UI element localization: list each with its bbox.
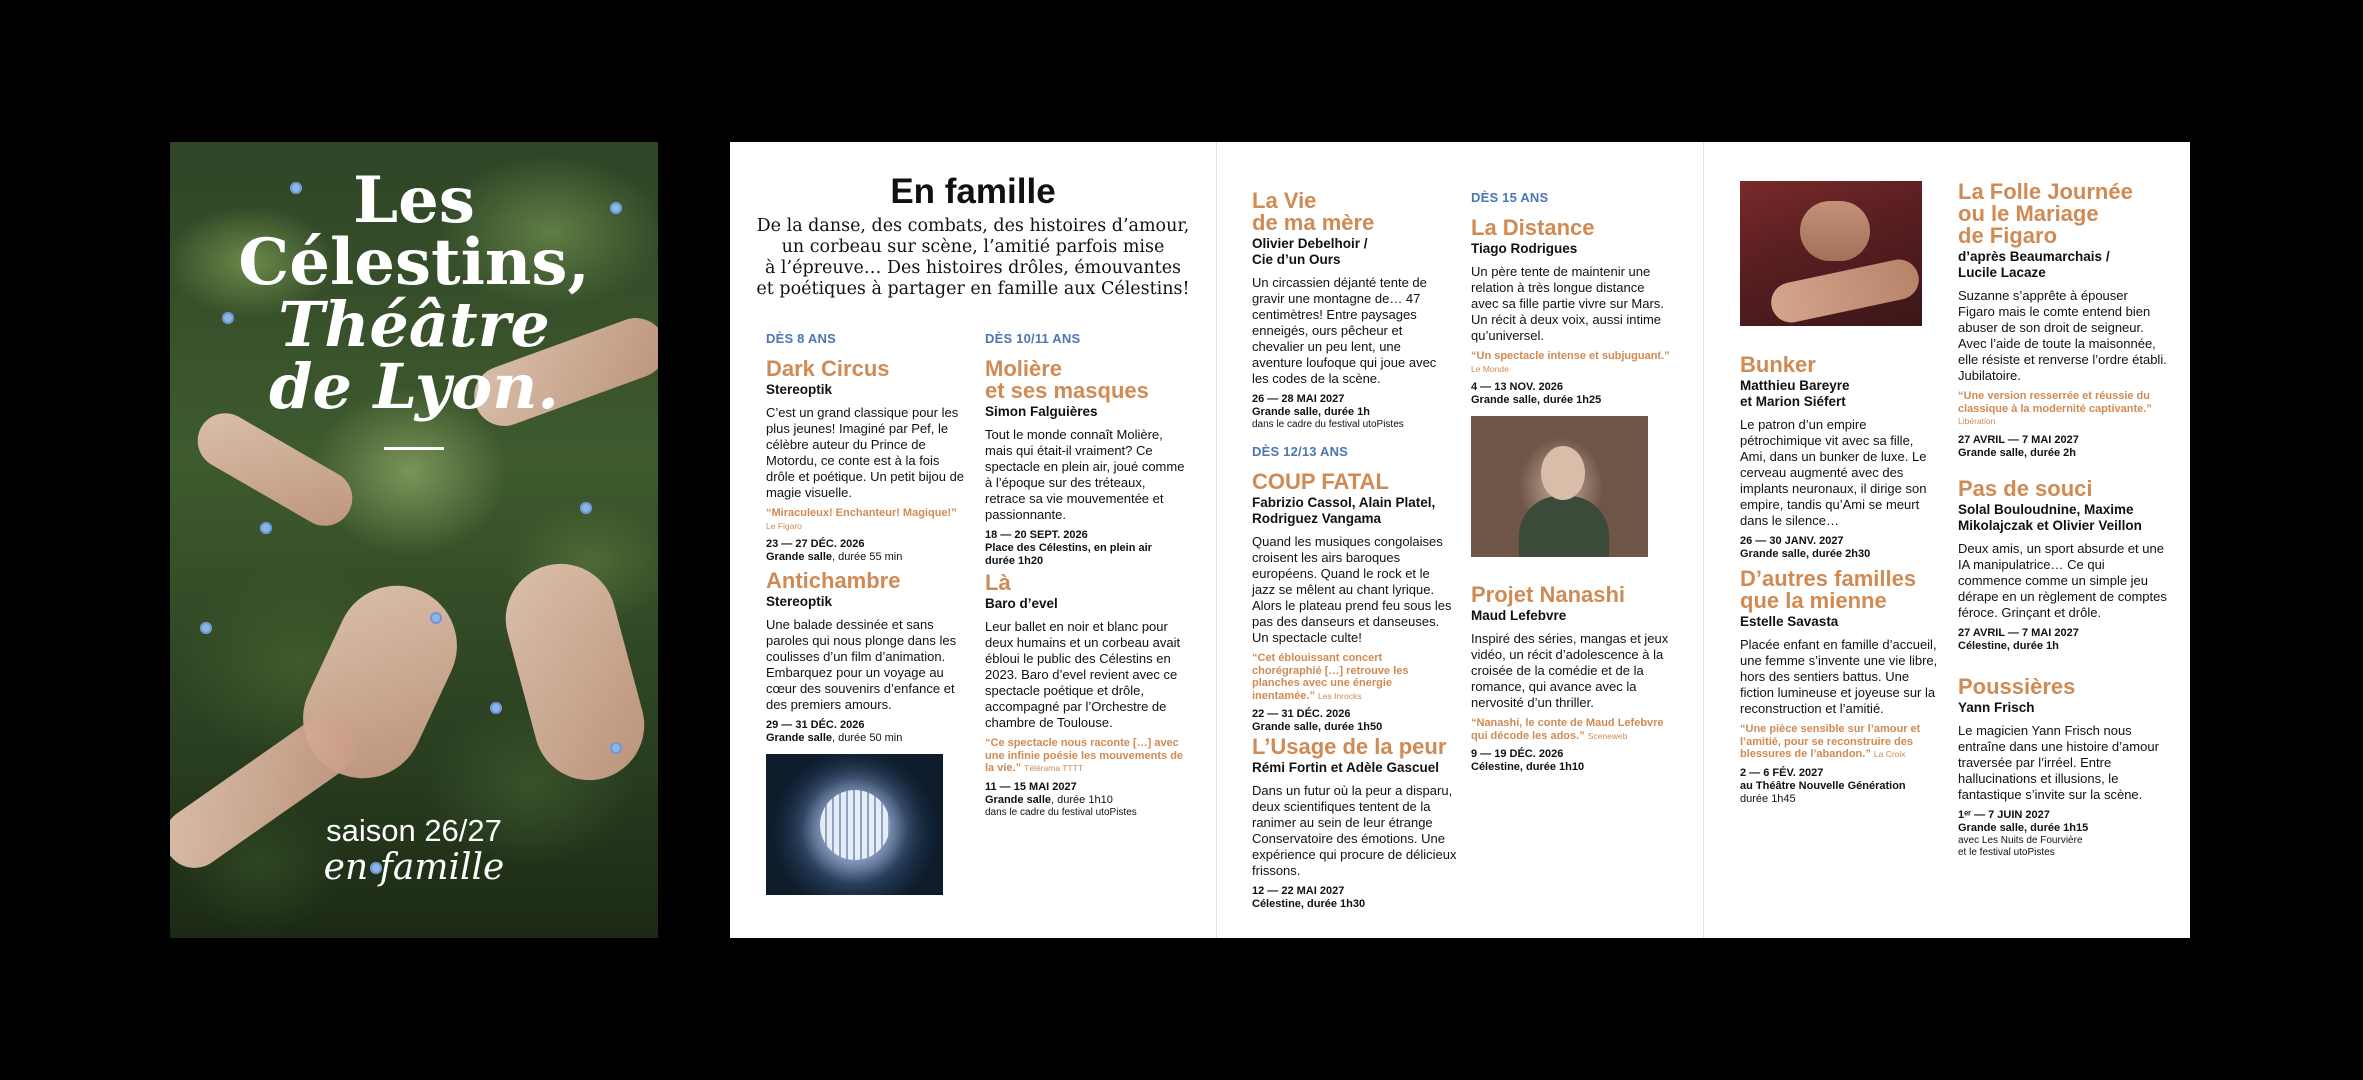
press-quote: “Un spectacle intense et subjuguant.” Le Monde [1471, 350, 1670, 374]
cover-title-line: de Lyon. [269, 350, 559, 423]
show-autres-familles [1740, 568, 1945, 806]
show-description: Le patron d’un empire pétrochimique vit avec sa fille, Ami, dans un bunker de luxe. Le cerveau augmenté avec des implants neuronaux, il dirige son empire, tandis qu’Ami se meurt dans le silence… [1740, 417, 1927, 528]
show-dates: 12 — 22 MAI 2027 [1252, 885, 1345, 897]
show-coup-fatal [1252, 444, 1452, 734]
show-description: Placée enfant en famille d’accueil, une femme s’invente une vie libre, hors des sentiers battus. Une fiction lumineuse et joyeuse sur la reconstruction et l’amitié. [1740, 637, 1938, 716]
show-dates: 1ᵉʳ — 7 JUIN 2027 [1958, 809, 2050, 821]
arm-shape [1767, 256, 1922, 326]
figure-shape [1519, 496, 1609, 557]
show-venue: au Théâtre Nouvelle Génération durée 1h45 [1740, 779, 1906, 805]
show-bunker [1740, 354, 1940, 561]
show-dates: 23 — 27 DÉC. 2026 [766, 538, 865, 550]
figure-shape [1541, 446, 1585, 500]
season-subtitle: en famille [323, 847, 505, 888]
show-venue: Grande salle, durée 1h50 [1252, 721, 1383, 733]
show-company: Tiago Rodrigues [1471, 241, 1578, 256]
press-quote: “Une pièce sensible sur l’amour et l’amitié, pour se reconstruire des blessures de l’abandon.” La Croix [1740, 723, 1921, 760]
show-usage-peur [1252, 736, 1462, 911]
cover-title [170, 163, 658, 423]
cover-season [170, 814, 658, 888]
press-quote: “Nanashi, le conte de Maud Lefebvre qui décode les ados.” Sceneweb [1471, 717, 1664, 742]
show-folle-journee [1958, 181, 2168, 460]
show-dates: 2 — 6 FÉV. 2027 [1740, 766, 1824, 779]
show-la-vie [1252, 190, 1447, 431]
show-nanashi [1471, 584, 1671, 774]
show-title: Molière et ses masques [985, 356, 1149, 403]
flower-shape [580, 502, 592, 514]
show-dates: 18 — 20 SEPT. 2026 [985, 529, 1088, 541]
cover-title-line: Les [353, 163, 475, 238]
flower-shape [490, 702, 502, 714]
show-venue: Place des Célestins, en plein air durée 1h20 [985, 542, 1152, 567]
show-company: Fabrizio Cassol, Alain Platel, Rodriguez Vangama [1252, 495, 1436, 526]
show-title: Pas de souci [1958, 476, 2093, 501]
show-pas-de-souci [1958, 478, 2168, 653]
flower-shape [430, 612, 442, 624]
show-title: COUP FATAL [1252, 469, 1389, 494]
show-dates: 26 — 30 JANV. 2027 [1740, 535, 1844, 547]
show-note: dans le cadre du festival utoPistes [985, 806, 1137, 818]
show-venue: Grande salle, durée 55 min [766, 551, 903, 563]
show-venue: Célestine, durée 1h10 [1471, 761, 1585, 773]
cover-title-line: Célestins, [238, 225, 590, 300]
show-title: Antichambre [766, 568, 901, 593]
show-venue: Grande salle, durée 50 min [766, 732, 903, 744]
cover-divider [384, 447, 444, 450]
age-badge: DÈS 10/11 ANS [985, 331, 1081, 346]
show-dark-circus [766, 331, 966, 564]
show-title: Là [985, 570, 1011, 595]
show-venue: Grande salle, durée 1h10 [985, 793, 1113, 806]
hand-shape [188, 403, 363, 536]
show-description: Un père tente de maintenir une relation à très longue distance avec sa fille partie vivre sur Mars. Un récit à deux voix, aussi intime qu’universel. [1471, 264, 1664, 343]
show-description: Le magicien Yann Frisch nous entraîne dans une histoire d’amour traversée par l’irréel. Entre hallucinations et illusions, le fantastique s’invite sur la scène. [1958, 723, 2159, 802]
show-company: Solal Bouloudnine, Maxime Mikolajczak et Olivier Veillon [1958, 502, 2142, 533]
show-title: La Folle Journée ou le Mariage de Figaro [1958, 179, 2133, 248]
show-venue: Grande salle, durée 1h15 [1958, 822, 2089, 834]
show-company: Maud Lefebvre [1471, 608, 1567, 623]
show-company: Baro d’evel [985, 596, 1058, 611]
hand-shape [493, 552, 656, 793]
brochure-panel-2 [1216, 142, 1704, 938]
show-title: Dark Circus [766, 356, 890, 381]
nanashi-photo [1471, 416, 1648, 557]
brochure-panel-3 [1703, 142, 2190, 938]
show-description: Leur ballet en noir et blanc pour deux humains et un corbeau avait ébloui le public des Célestins en 2023. Baro d’evel revient avec ce spectacle poétique et drôle, accompagné par l’Orchestre de chambre de Toulouse. [985, 619, 1181, 730]
show-dates: 29 — 31 DÉC. 2026 [766, 719, 865, 731]
show-note: et le festival utoPistes [1958, 847, 2055, 858]
show-company: Yann Frisch [1958, 700, 2035, 715]
show-venue: Célestine, durée 1h [1958, 640, 2059, 652]
show-title: La Distance [1471, 215, 1595, 240]
cover-panel [170, 142, 658, 938]
season-label: saison 26/27 [326, 813, 502, 848]
show-moliere [985, 331, 1185, 568]
brochure-panel-1 [730, 142, 1216, 938]
show-description: Dans un futur où la peur a disparu, deux scientifiques tentent de la ranimer au sein de leur étrange Conservatoire des émotions. Une expérience qui procure de délicieux frissons. [1252, 783, 1457, 878]
age-badge: DÈS 8 ANS [766, 331, 836, 346]
show-venue: Grande salle, durée 1h [1252, 406, 1371, 418]
disco-ball-icon [820, 790, 890, 860]
show-title: Bunker [1740, 352, 1816, 377]
show-company: Stereoptik [766, 382, 833, 397]
show-description: Inspiré des séries, mangas et jeux vidéo, un récit d’adolescence à la croisée de la comédie et de la romance, qui avance avec la nervosité d’un thriller. [1471, 631, 1669, 710]
show-description: Quand les musiques congolaises croisent les airs baroques européens. Quand le rock et le jazz se mêlent au chant lyrique. Alors le plateau prend feu sous les pas des danseurs et danseuses. Un spectacle culte! [1252, 534, 1452, 645]
age-badge: DÈS 12/13 ANS [1252, 444, 1349, 459]
show-title: D’autres familles que la mienne [1740, 566, 1917, 613]
show-company: Stereoptik [766, 594, 833, 609]
show-antichambre [766, 570, 966, 745]
flower-shape [200, 622, 212, 634]
press-quote: “Miraculeux! Enchanteur! Magique!” Le Figaro [766, 507, 957, 531]
show-dates: 22 — 31 DÉC. 2026 [1252, 708, 1351, 720]
show-venue: Grande salle, durée 1h25 [1471, 394, 1602, 406]
show-note: dans le cadre du festival utoPistes [1252, 419, 1404, 430]
show-dates: 27 AVRIL — 7 MAI 2027 [1958, 627, 2079, 639]
age-badge: DÈS 15 ANS [1471, 190, 1549, 205]
show-la-distance [1471, 190, 1671, 407]
show-description: Une balade dessinée et sans paroles qui nous plonge dans les coulisses d’un film d’animation. Embarquez pour un voyage au cœur des souvenirs d’enfance et des premiers amours. [766, 617, 957, 712]
show-description: C’est un grand classique pour les plus jeunes! Imaginé par Pef, le célèbre auteur du Prince de Motordu, ce conte est à la fois drôle et poétique. Un petit bijou de magie visuelle. [766, 405, 965, 500]
show-la [985, 572, 1185, 819]
intro-header [730, 172, 1216, 300]
show-venue: Grande salle, durée 2h [1958, 446, 2077, 459]
show-venue: Célestine, durée 1h30 [1252, 898, 1366, 910]
show-dates: 27 AVRIL — 7 MAI 2027 [1958, 433, 2079, 446]
show-venue: Grande salle, durée 2h30 [1740, 548, 1871, 560]
show-description: Un circassien déjanté tente de gravir une montagne de… 47 centimètres! Entre paysages enneigés, ours pêcheur et chevalier un peu lent, une aventure loufoque qui joue avec les codes de la scène. [1252, 275, 1437, 386]
press-quote: “Cet éblouissant concert chorégraphié […] retrouve les planches avec une énergie inentamée.” Les Inrocks [1252, 652, 1409, 702]
show-description: Tout le monde connaît Molière, mais qui était-il vraiment? Ce spectacle en plein air, joué comme à l’époque sur des tréteaux, retrace sa vie mouvementée et passionnante. [985, 427, 1185, 522]
cover-title-line: Théâtre [278, 288, 550, 361]
show-title: Projet Nanashi [1471, 582, 1626, 607]
page-title: En famille [890, 172, 1056, 211]
flower-shape [260, 522, 272, 534]
show-company: d’après Beaumarchais / Lucile Lacaze [1958, 249, 2110, 280]
show-description: Deux amis, un sport absurde et une IA manipulatrice… Ce qui commence comme un simple jeu dérape en un règlement de comptes féroce. Grinçant et drôle. [1958, 541, 2167, 620]
flower-shape [610, 742, 622, 754]
show-dates: 26 — 28 MAI 2027 [1252, 393, 1345, 405]
bunker-photo [1740, 181, 1922, 326]
show-company: Estelle Savasta [1740, 614, 1839, 629]
disco-ball-photo [766, 754, 943, 895]
show-company: Simon Falguières [985, 404, 1098, 419]
hand-shape [1800, 201, 1870, 261]
press-quote: “Une version resserrée et réussie du classique à la modernité captivante.” Libération [1958, 390, 2152, 426]
press-quote: “Ce spectacle nous raconte […] avec une infinie poésie les mouvements de la vie.” Télérama TTTT [985, 737, 1184, 774]
show-company: Rémi Fortin et Adèle Gascuel [1252, 760, 1440, 775]
show-poussieres [1958, 676, 2168, 859]
show-note: avec Les Nuits de Fourvière [1958, 835, 2083, 846]
intro-text: De la danse, des combats, des histoires d’amour, un corbeau sur scène, l’amitié parfois mise à l’épreuve… Des histoires drôles, émouvantes et poétiques à partager en famille aux Célestins! [756, 216, 1190, 299]
show-dates: 9 — 19 DÉC. 2026 [1471, 748, 1564, 760]
show-title: Poussières [1958, 674, 2076, 699]
show-dates: 4 — 13 NOV. 2026 [1471, 381, 1563, 393]
show-description: Suzanne s’apprête à épouser Figaro mais le comte entend bien abuser de son droit de seigneur. Avec l’aide de toute la maisonnée, elle résiste et renverse l’ordre établi. Jubilatoire. [1958, 288, 2167, 383]
show-company: Matthieu Bareyre et Marion Siéfert [1740, 378, 1850, 409]
show-company: Olivier Debelhoir / Cie d’un Ours [1252, 236, 1368, 267]
show-title: La Vie de ma mère [1252, 188, 1375, 235]
show-dates: 11 — 15 MAI 2027 [985, 780, 1077, 793]
show-title: L’Usage de la peur [1252, 734, 1447, 759]
